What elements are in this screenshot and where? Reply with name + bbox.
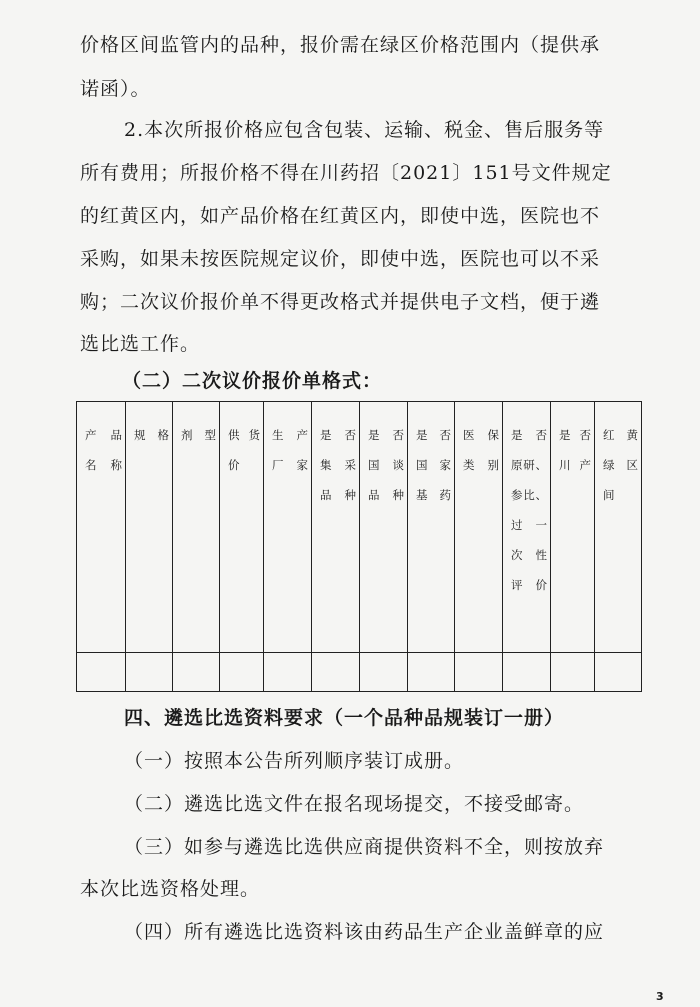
- header-cell-national-negotiation: 是否 国谈 品种: [360, 402, 408, 653]
- header-cell-centralized-procurement: 是否 集采 品种: [312, 402, 360, 653]
- table-cell: [173, 653, 220, 692]
- table-cell: [360, 653, 408, 692]
- table-row: [77, 653, 642, 692]
- section-item: 本次比选资格处理。: [80, 878, 261, 900]
- header-cell-sichuan-made: 是否 川产: [551, 402, 595, 653]
- table-cell: [264, 653, 312, 692]
- section-item: （二）遴选比选文件在报名现场提交，不接受邮寄。: [124, 793, 585, 815]
- table-cell: [77, 653, 126, 692]
- body-line: 所有费用；所报价格不得在川药招〔2021〕151号文件规定: [80, 162, 612, 184]
- header-cell-product-name: 产品 名称: [77, 402, 126, 653]
- table-cell: [126, 653, 173, 692]
- section-item: （四）所有遴选比选资料该由药品生产企业盖鲜章的应: [124, 921, 605, 943]
- header-cell-essential-drug: 是否 国家 基药: [408, 402, 455, 653]
- table-cell: [408, 653, 455, 692]
- table-cell: [503, 653, 551, 692]
- header-cell-insurance-category: 医保 类别: [455, 402, 503, 653]
- header-cell-dosage-form: 剂型: [173, 402, 220, 653]
- body-line: 2.本次所报价格应包含包装、运输、税金、售后服务等: [124, 119, 605, 141]
- body-line: 的红黄区内，如产品价格在红黄区内，即使中选，医院也不: [80, 205, 601, 227]
- header-cell-price-zone: 红黄 绿区 间: [595, 402, 642, 653]
- table-cell: [455, 653, 503, 692]
- section-item: （一）按照本公告所列顺序装订成册。: [124, 750, 465, 772]
- table-heading: （二）二次议价报价单格式：: [122, 370, 383, 392]
- page-number: 3: [656, 990, 664, 1003]
- body-line: 价格区间监管内的品种，报价需在绿区价格范围内（提供承: [80, 34, 601, 56]
- body-line: 诺函）。: [80, 78, 151, 100]
- header-cell-consistency-evaluation: 是否 原研、 参比、 过一 次性 评价: [503, 402, 551, 653]
- quotation-table: [76, 401, 642, 692]
- table-cell: [551, 653, 595, 692]
- body-line: 选比选工作。: [80, 333, 201, 355]
- body-line: 购；二次议价报价单不得更改格式并提供电子文档，便于遴: [80, 291, 601, 313]
- header-cell-manufacturer: 生产 厂家: [264, 402, 312, 653]
- table-cell: [595, 653, 642, 692]
- table-cell: [312, 653, 360, 692]
- section-heading: 四、遴选比选资料要求（一个品种品规装订一册）: [124, 707, 565, 729]
- header-cell-supply-price: 供货 价: [220, 402, 264, 653]
- header-cell-spec: 规格: [126, 402, 173, 653]
- table-header-row: [77, 402, 642, 653]
- body-line: 采购，如果未按医院规定议价，即使中选，医院也可以不采: [80, 248, 601, 270]
- section-item: （三）如参与遴选比选供应商提供资料不全，则按放弃: [124, 836, 605, 858]
- table-cell: [220, 653, 264, 692]
